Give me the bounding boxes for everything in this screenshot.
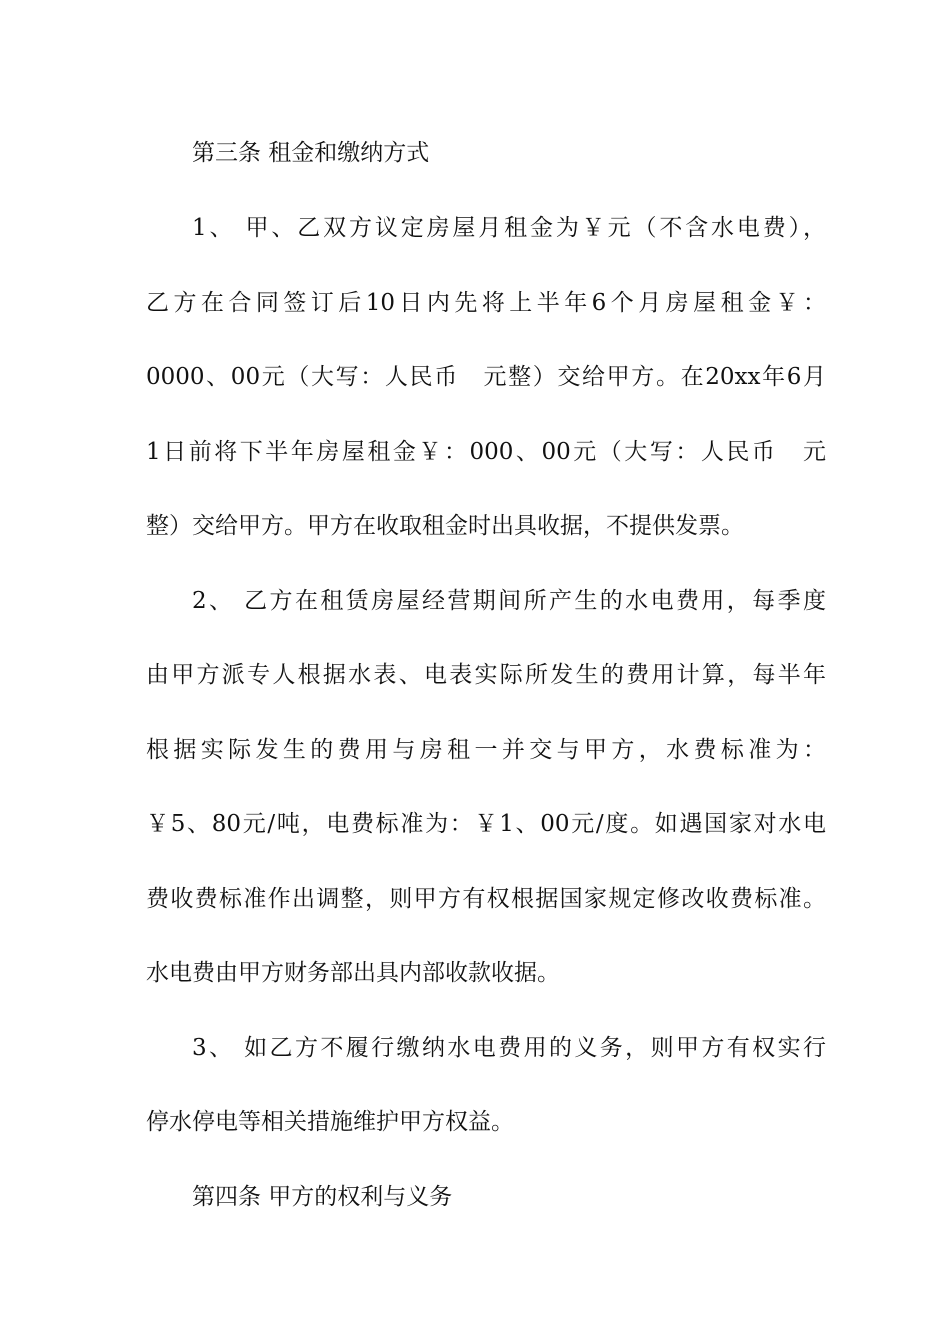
- paragraph-line: ￥5、80元/吨，电费标准为：￥1、00元/度。如遇国家对水电: [146, 811, 826, 837]
- paragraph-line: 3、 如乙方不履行缴纳水电费用的义务，则甲方有权实行: [192, 1035, 826, 1061]
- paragraph-line: 停水停电等相关措施维护甲方权益。: [146, 1109, 514, 1135]
- paragraph-line: 整）交给甲方。甲方在收取租金时出具收据，不提供发票。: [146, 513, 744, 539]
- paragraph-line: 由甲方派专人根据水表、电表实际所发生的费用计算，每半年: [146, 662, 826, 688]
- paragraph-line: 2、 乙方在租赁房屋经营期间所产生的水电费用，每季度: [192, 588, 826, 614]
- section-4-heading: 第四条 甲方的权利与义务: [192, 1184, 453, 1210]
- paragraph-line: 水电费由甲方财务部出具内部收款收据。: [146, 960, 560, 986]
- paragraph-line: 0000、00元（大写：人民币 元整）交给甲方。在20xx年6月: [146, 364, 826, 390]
- section-3-heading: 第三条 租金和缴纳方式: [192, 140, 430, 166]
- paragraph-line: 1日前将下半年房屋租金￥：000、00元（大写：人民币 元: [146, 439, 826, 465]
- paragraph-line: 费收费标准作出调整，则甲方有权根据国家规定修改收费标准。: [146, 886, 826, 912]
- paragraph-line: 乙方在合同签订后10日内先将上半年6个月房屋租金￥：: [146, 290, 826, 316]
- paragraph-line: 根据实际发生的费用与房租一并交与甲方，水费标准为：: [146, 737, 826, 763]
- paragraph-line: 1、 甲、乙双方议定房屋月租金为￥元（不含水电费），: [192, 215, 826, 241]
